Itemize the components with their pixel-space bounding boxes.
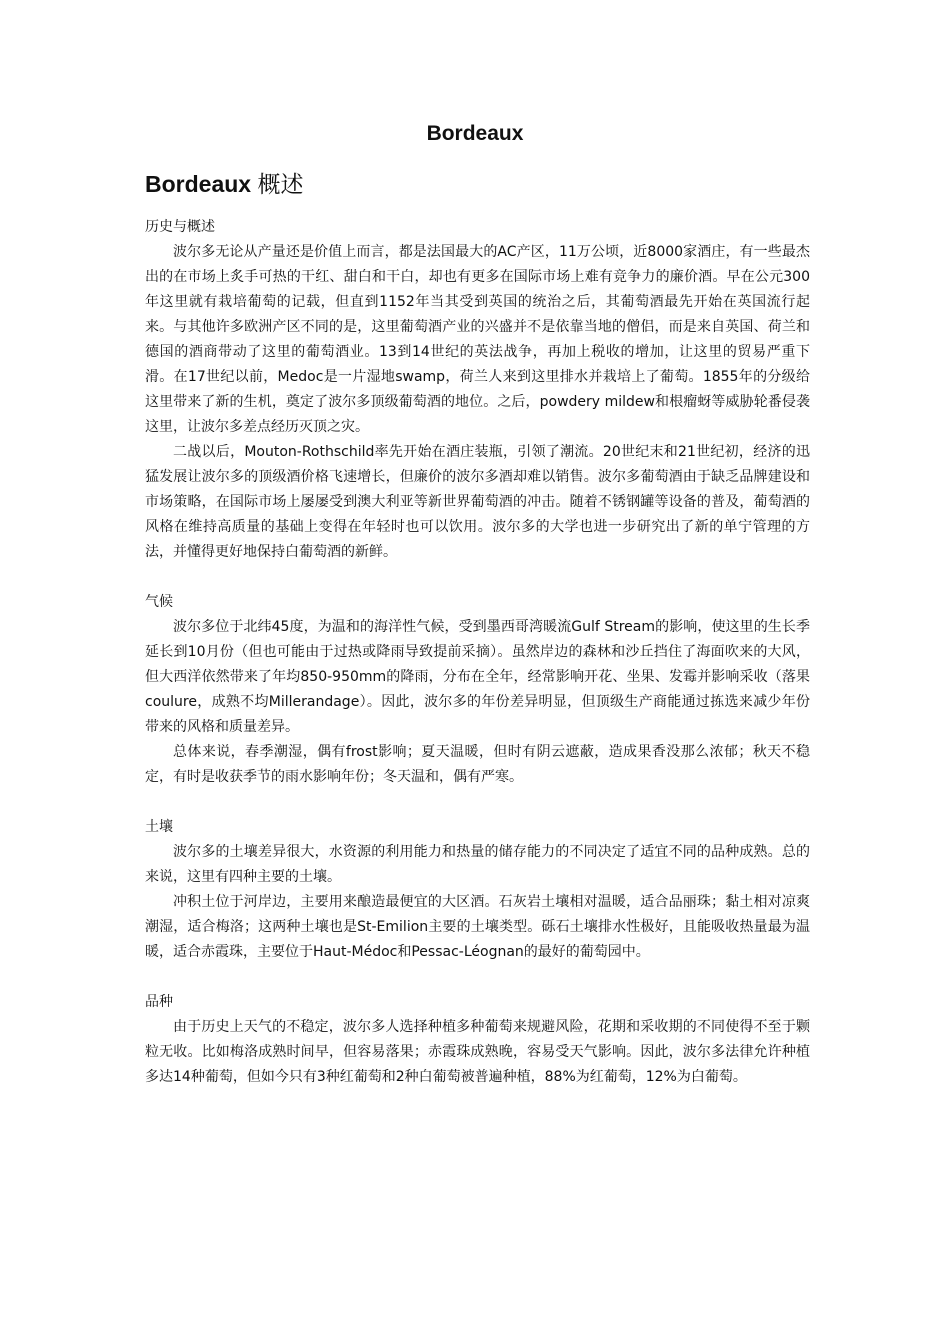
section-title-history: 历史与概述: [145, 219, 215, 235]
section-heading-latin: Bordeaux: [145, 171, 252, 197]
section-varieties: [145, 990, 810, 1090]
section-soil: [145, 815, 810, 965]
spacer: [145, 790, 810, 815]
document-body: [145, 215, 810, 1090]
spacer: [145, 965, 810, 990]
section-heading-cjk: 概述: [257, 171, 304, 197]
document-title: Bordeaux: [426, 122, 524, 145]
section-history: [145, 215, 810, 565]
section-title-climate: 气候: [145, 594, 173, 610]
paragraph: 二战以后，Mouton-Rothschild率先开始在酒庄装瓶，引领了潮流。20世纪末和21世纪初，经济的迅猛发展让波尔多的顶级酒价格飞速增长，但廉价的波尔多酒却难以销售。波尔多葡萄酒由于缺乏品牌建设和市场策略，在国际市场上屡屡受到澳大利亚等新世界葡萄酒的冲击。随着不锈钢罐等设备的普及，葡萄酒的风格在维持高质量的基础上变得在年轻时也可以饮用。波尔多的大学也进一步研究出了新的单宁管理的方法，并懂得更好地保持白葡萄酒的新鲜。: [145, 444, 810, 560]
paragraph: 波尔多位于北纬45度，为温和的海洋性气候，受到墨西哥湾暖流Gulf Stream的影响，使这里的生长季延长到10月份（但也可能由于过热或降雨导致提前采摘）。虽然岸边的森林和沙丘挡住了海面吹来的大风，但大西洋依然带来了年均850-950mm的降雨，分布在全年，经常影响开花、坐果、发霉并影响采收（落果coulure，成熟不均Millerandage）。因此，波尔多的年份差异明显，但顶级生产商能通过拣选来减少年份带来的风格和质量差异。: [145, 619, 810, 735]
paragraph: 波尔多无论从产量还是价值上而言，都是法国最大的AC产区，11万公顷，近8000家酒庄，有一些最杰出的在市场上炙手可热的干红、甜白和干白，却也有更多在国际市场上难有竞争力的廉价酒。早在公元300年这里就有栽培葡萄的记载，但直到1152年当其受到英国的统治之后，其葡萄酒最先开始在英国流行起来。与其他许多欧洲产区不同的是，这里葡萄酒产业的兴盛并不是依靠当地的僧侣，而是来自英国、荷兰和德国的酒商带动了这里的葡萄酒业。13到14世纪的英法战争，再加上税收的增加，让这里的贸易严重下滑。在17世纪以前，Medoc是一片湿地swamp，荷兰人来到这里排水并栽培上了葡萄。1855年的分级给这里带来了新的生机，奠定了波尔多顶级葡萄酒的地位。之后，powdery mildew和根瘤蚜等威胁轮番侵袭这里，让波尔多差点经历灭顶之灾。: [145, 244, 810, 435]
paragraph: 冲积土位于河岸边，主要用来酿造最便宜的大区酒。石灰岩土壤相对温暖，适合品丽珠；黏土相对凉爽潮湿，适合梅洛；这两种土壤也是St-Emilion主要的土壤类型。砾石土壤排水性极好，且能吸收热量最为温暖，适合赤霞珠，主要位于Haut-Médoc和Pessac-Léognan的最好的葡萄园中。: [145, 894, 810, 960]
section-title-varieties: 品种: [145, 994, 173, 1010]
section-climate: [145, 590, 810, 790]
spacer: [145, 565, 810, 590]
paragraph: 波尔多的土壤差异很大，水资源的利用能力和热量的储存能力的不同决定了适宜不同的品种成熟。总的来说，这里有四种主要的土壤。: [145, 844, 810, 885]
section-heading: [145, 168, 303, 200]
section-title-soil: 土壤: [145, 819, 173, 835]
paragraph: 由于历史上天气的不稳定，波尔多人选择种植多种葡萄来规避风险，花期和采收期的不同使得不至于颗粒无收。比如梅洛成熟时间早，但容易落果；赤霞珠成熟晚，容易受天气影响。因此，波尔多法律允许种植多达14种葡萄，但如今只有3种红葡萄和2种白葡萄被普遍种植，88%为红葡萄，12%为白葡萄。: [145, 1019, 810, 1085]
paragraph: 总体来说，春季潮湿，偶有frost影响；夏天温暖，但时有阴云遮蔽，造成果香没那么浓郁；秋天不稳定，有时是收获季节的雨水影响年份；冬天温和，偶有严寒。: [145, 744, 810, 785]
